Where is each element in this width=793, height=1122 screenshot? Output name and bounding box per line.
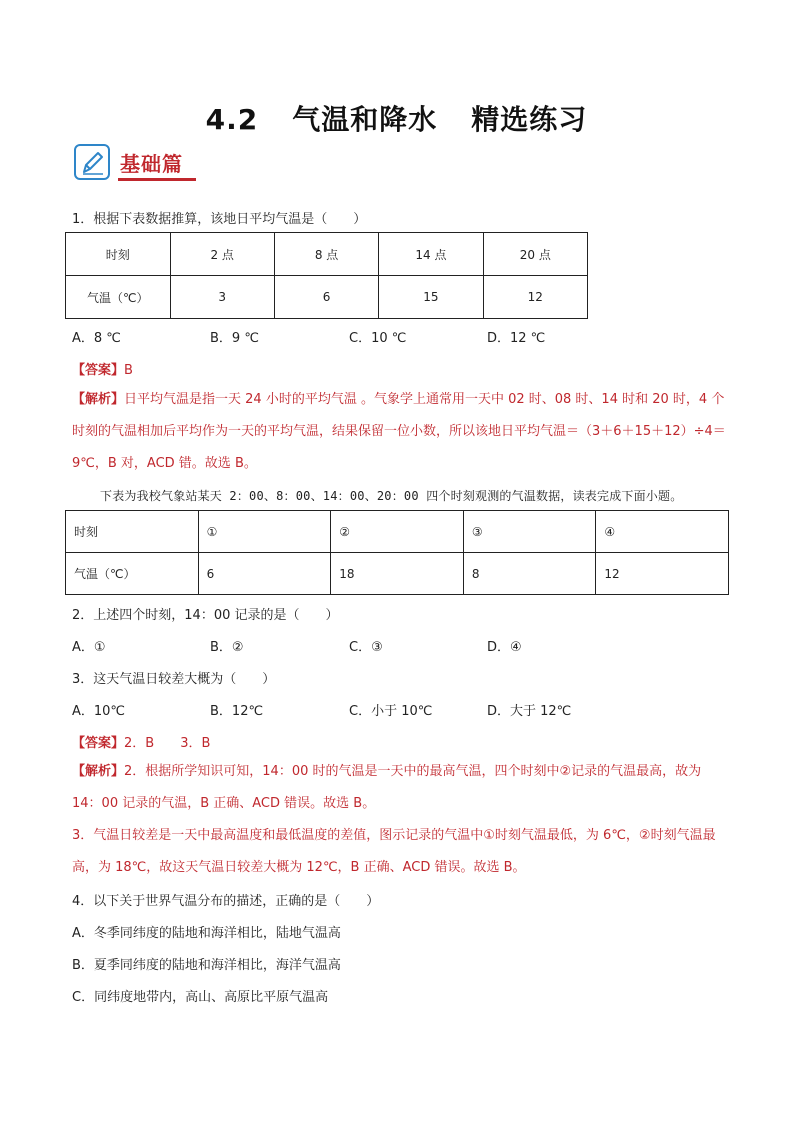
table-cell: 时刻 <box>66 511 199 553</box>
pencil-icon <box>74 144 110 180</box>
q3-stem: 3．这天气温日较差大概为（ ） <box>72 672 276 687</box>
q2-stem: 2．上述四个时刻，14：00 记录的是（ ） <box>72 608 339 623</box>
answer-tag: 【答案】 <box>72 363 125 378</box>
q1-explanation <box>72 384 727 480</box>
q23-table <box>65 510 729 595</box>
explain-text: 日平均气温是指一天 24 小时的平均气温 。气象学上通常用一天中 02 时、08 时、14 时和 20 时，4 个时刻的气温相加后平均作为一天的平均气温，结果保留一位小数，所以该地日平均气温＝（3＋6＋15＋12）÷4＝9℃，B 对，ACD 错。故选 B。 <box>72 392 726 471</box>
q2-option-a: A．① <box>72 640 106 655</box>
q3-option-d: D．大于 12℃ <box>487 704 572 719</box>
q1-option-a: A．8 ℃ <box>72 331 121 346</box>
table-row <box>66 553 729 595</box>
table-cell: 6 <box>274 276 378 319</box>
q1-stem: 1．根据下表数据推算，该地日平均气温是（ ） <box>72 212 367 227</box>
q3-option-c: C．小于 10℃ <box>349 704 433 719</box>
table-cell: ① <box>198 511 331 553</box>
answer-value: B <box>124 363 133 378</box>
table-cell: 18 <box>331 553 464 595</box>
q3-option-b: B．12℃ <box>210 704 264 719</box>
q4-option-c: C．同纬度地带内，高山、高原比平原气温高 <box>72 990 329 1005</box>
q2-option-c: C．③ <box>349 640 383 655</box>
q1-option-d: D．12 ℃ <box>487 331 546 346</box>
title-number: 4.2 <box>205 103 259 136</box>
table-row <box>66 233 588 276</box>
table-cell: 12 <box>596 553 729 595</box>
explain-tag: 【解析】 <box>72 392 125 407</box>
section-banner <box>74 142 204 186</box>
table-cell: 6 <box>198 553 331 595</box>
table-cell: 气温（℃） <box>66 553 199 595</box>
q2-explanation <box>72 756 727 820</box>
table-row <box>66 276 588 319</box>
explain-text: 2．根据所学知识可知，14：00 时的气温是一天中的最高气温，四个时刻中②记录的气温最高，故为 14：00 记录的气温，B 正确、ACD 错误。故选 B。 <box>72 764 702 811</box>
answer-tag: 【答案】 <box>72 736 125 751</box>
q3-explanation: 3．气温日较差是一天中最高温度和最低温度的差值，图示记录的气温中①时刻气温最低，为 6℃，②时刻气温最高，为 18℃，故这天气温日较差大概为 12℃，B 正确、ACD 错误。故选 B。 <box>72 828 716 875</box>
q2-option-d: D．④ <box>487 640 522 655</box>
q23-answer <box>72 732 210 751</box>
title-subtitle: 精选练习 <box>471 103 588 136</box>
table-cell: ④ <box>596 511 729 553</box>
answer-value: 2．B 3．B <box>124 736 211 751</box>
q1-answer <box>72 359 133 378</box>
table-cell: ② <box>331 511 464 553</box>
q2-option-b: B．② <box>210 640 244 655</box>
table-cell: 2 点 <box>170 233 274 276</box>
table-cell: 12 <box>483 276 587 319</box>
section-label: 基础篇 <box>120 152 183 176</box>
q4-option-b: B．夏季同纬度的陆地和海洋相比，海洋气温高 <box>72 958 341 973</box>
section-underline <box>118 178 196 181</box>
q3-option-a: A．10℃ <box>72 704 126 719</box>
title-topic: 气温和降水 <box>292 103 438 136</box>
table-row <box>66 511 729 553</box>
table-cell: 气温（℃） <box>66 276 171 319</box>
table-cell: 8 <box>463 553 596 595</box>
table-cell: ③ <box>463 511 596 553</box>
table-cell: 15 <box>379 276 483 319</box>
explain-tag: 【解析】 <box>72 764 125 779</box>
table-cell: 3 <box>170 276 274 319</box>
q1-table <box>65 232 588 319</box>
q23-intro: 下表为我校气象站某天 2：00、8：00、14：00、20：00 四个时刻观测的气温数据，读表完成下面小题。 <box>100 489 683 503</box>
q1-option-b: B．9 ℃ <box>210 331 259 346</box>
q4-option-a: A．冬季同纬度的陆地和海洋相比，陆地气温高 <box>72 926 341 941</box>
table-cell: 20 点 <box>483 233 587 276</box>
q4-stem: 4．以下关于世界气温分布的描述，正确的是（ ） <box>72 894 380 909</box>
table-cell: 8 点 <box>274 233 378 276</box>
q1-option-c: C．10 ℃ <box>349 331 407 346</box>
table-cell: 14 点 <box>379 233 483 276</box>
table-cell: 时刻 <box>66 233 171 276</box>
page-title <box>0 98 793 138</box>
